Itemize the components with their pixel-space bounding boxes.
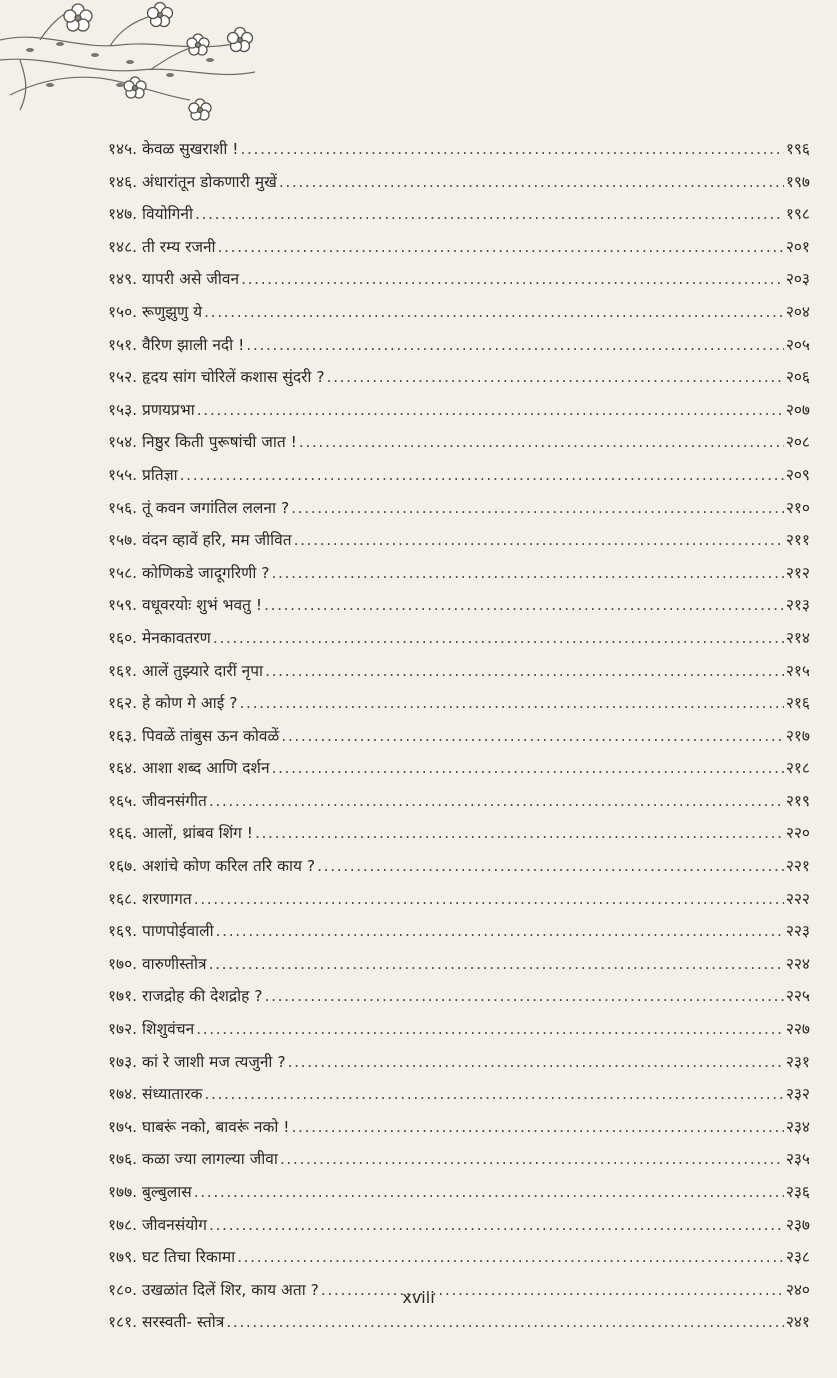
toc-entry-title: १६५. जीवनसंगीत [108,791,207,810]
toc-entry [108,296,810,329]
toc-entry-title: १६०. मेनकावतरण [108,628,211,647]
toc-entry-page: २०७ [785,400,810,419]
toc-entry-page: २२१ [785,857,810,876]
dot-leader [197,394,784,427]
dot-leader [204,296,784,329]
toc-entry-title: १७६. कळा ज्या लागल्या जीवा [108,1150,278,1169]
dot-leader [327,361,784,394]
toc-entry-title: १४७. वियोगिनी [108,205,194,224]
dot-leader [209,785,784,818]
dot-leader [264,589,784,622]
toc-entry-title: १७१. राजद्रोह की देशद्रोह ? [108,987,263,1006]
page-number: xviii [402,1288,435,1307]
toc-entry [108,752,810,785]
toc-entry-page: २१९ [785,791,810,810]
toc-entry-page: २३८ [785,1248,810,1267]
toc-entry-title: १५०. रूणुझुणु ये [108,302,203,321]
toc-entry-title: १५४. निष्ठुर किती पुरूषांची जात ! [108,433,297,452]
toc-entry-page: २३२ [785,1085,810,1104]
dot-leader [194,1176,784,1209]
dot-leader [265,980,784,1013]
toc-entry-page: २३६ [785,1183,810,1201]
toc-entry-page: २३५ [785,1150,810,1169]
toc-entry-page: २३१ [785,1052,810,1071]
toc-entry-page: २४१ [785,1313,810,1332]
toc-entry-page: २२५ [785,987,810,1006]
toc-entry-title: १५७. वंदन व्हावें हरि, मम जीवित [108,531,292,550]
dot-leader [240,133,783,166]
toc-entry-title: १७९. घट तिचा रिकामा [108,1248,236,1267]
toc-entry-page: २४० [785,1280,810,1299]
dot-leader [194,883,784,916]
toc-entry-page: २०६ [785,368,810,387]
toc-entry-page: २०८ [785,433,810,452]
dot-leader [272,557,784,590]
toc-entry-page: २२४ [785,954,810,973]
toc-entry-title: १७७. बुल्बुलास [108,1183,192,1201]
toc-entry-title: १८०. उखळांत दिलें शिर, काय अता ? [108,1280,319,1299]
dot-leader [241,263,784,296]
toc-entry-page: २१३ [785,596,810,615]
dot-leader [317,850,784,883]
toc-entry-page: २१८ [785,759,810,778]
dot-leader [209,1209,784,1242]
toc-entry-title: १६२. हे कोण गे आई ? [108,694,238,713]
toc-entry [108,720,810,753]
dot-leader [240,687,784,720]
toc-entry [108,426,810,459]
toc-entry [108,1241,810,1274]
toc-entry-title: १७३. कां रे जाशी मज त्यजुनी ? [108,1052,286,1071]
toc-entry-title: १६९. पाणपोईवाली [108,922,214,941]
dot-leader [292,1111,784,1144]
toc-entry [108,1013,810,1046]
toc-entry-title: १४६. अंधारांतून डोकणारी मुखें [108,172,277,191]
toc-entry-title: १७२. शिशुवंचन [108,1020,195,1039]
toc-entry-title: १८१. सरस्वती- स्तोत्र [108,1313,225,1332]
toc-entry-page: २३७ [785,1215,810,1234]
toc-entry [108,459,810,492]
dot-leader [196,1013,784,1046]
toc-entry [108,557,810,590]
toc-entry-page: १९७ [785,172,810,191]
toc-entry-page: २०५ [785,335,810,354]
toc-entry-title: १७०. वारुणीस्तोत्र [108,954,207,973]
toc-entry-title: १५१. वैरिण झाली नदी ! [108,335,245,354]
toc-entry [108,655,810,688]
toc-entry-page: २०४ [785,302,810,321]
toc-entry [108,329,810,362]
toc-entry [108,1306,810,1339]
toc-entry [108,361,810,394]
toc-entry-page: २१४ [785,628,810,647]
dot-leader [288,1046,784,1079]
toc-entry-title: १७८. जीवनसंयोग [108,1215,207,1234]
floral-ornament [0,0,270,130]
toc-entry [108,1143,810,1176]
dot-leader [272,752,784,785]
toc-entry [108,1111,810,1144]
dot-leader [213,622,784,655]
toc-entry-title: १६६. आलों, थ्रांबव शिंग ! [108,824,253,843]
toc-entry-page: २०९ [785,465,810,484]
toc-entry [108,524,810,557]
toc-entry-page: २१७ [785,726,810,745]
dot-leader [279,166,784,199]
toc-entry [108,687,810,720]
dot-leader [265,655,784,688]
toc-entry [108,850,810,883]
toc-entry-page: १९६ [785,140,810,158]
dot-leader [180,459,784,492]
toc-entry [108,589,810,622]
toc-entry-title: १५८. कोणिकडे जादूगरिणी ? [108,563,270,582]
dot-leader [280,1143,784,1176]
toc-entry-title: १५९. वधूवरयोः शुभं भवतु ! [108,596,263,615]
toc-entry [108,1209,810,1242]
dot-leader [204,1078,783,1111]
dot-leader [226,1306,784,1339]
toc-entry [108,198,810,231]
toc-entry-title: १७५. घाबरूं नको, बावरूं नको ! [108,1117,290,1136]
toc-entry [108,948,810,981]
toc-entry-page: २३४ [785,1117,810,1136]
toc-entry [108,980,810,1013]
toc-entry [108,622,810,655]
toc-entry-page: २२२ [785,889,810,908]
toc-entry [108,263,810,296]
toc-entry [108,817,810,850]
toc-entry [108,1078,810,1111]
toc-entry-page: १९८ [785,205,810,224]
dot-leader [281,720,784,753]
toc-entry-title: १५३. प्रणयप्रभा [108,400,195,419]
toc-entry-title: १६३. पिवळें तांबुस ऊन कोवळें [108,726,280,745]
toc-entry-title: १४५. केवळ सुखराशी ! [108,140,239,158]
toc-entry-page: २०३ [785,270,810,289]
toc-entry [108,1176,810,1209]
toc-entry [108,785,810,818]
toc-entry-title: १५२. हृदय सांग चोरिलें कशास सुंदरी ? [108,368,325,387]
toc-entry-page: २१६ [785,694,810,713]
toc-entry-title: १६१. आलें तुझ्यारे दारीं नृपा [108,661,264,680]
toc-entry-page: २२३ [785,922,810,941]
dot-leader [216,915,784,948]
toc-entry-page: २११ [785,531,810,550]
table-of-contents [108,133,810,1339]
dot-leader [195,198,784,231]
toc-entry-page: २२० [785,824,810,843]
toc-entry [108,133,810,166]
toc-entry-title: १४८. ती रम्य रजनी [108,237,216,256]
toc-entry-title: १५६. तूं कवन जगांतिल ललना ? [108,498,290,517]
toc-entry-page: २१० [785,498,810,517]
toc-entry-title: १६४. आशा शब्द आणि दर्शन [108,759,270,778]
toc-entry [108,1046,810,1079]
toc-entry-page: २१५ [785,661,810,680]
toc-entry-page: २२७ [785,1020,810,1039]
toc-entry-title: १४९. यापरी असे जीवन [108,270,240,289]
toc-entry [108,492,810,525]
dot-leader [255,817,784,850]
dot-leader [218,231,784,264]
toc-entry-title: १५५. प्रतिज्ञा [108,465,178,484]
toc-entry-title: १७४. संध्यातारक [108,1085,203,1104]
dot-leader [294,524,784,557]
toc-entry [108,231,810,264]
dot-leader [237,1241,784,1274]
dot-leader [299,426,784,459]
toc-entry [108,166,810,199]
toc-entry [108,915,810,948]
toc-entry-title: १६७. अशांचे कोण करिल तरि काय ? [108,857,316,876]
toc-entry [108,394,810,427]
dot-leader [291,492,784,525]
dot-leader [209,948,784,981]
toc-entry-title: १६८. शरणागत [108,889,192,908]
toc-entry-page: २१२ [785,563,810,582]
toc-entry [108,883,810,916]
dot-leader [246,329,784,362]
toc-entry-page: २०१ [785,237,810,256]
